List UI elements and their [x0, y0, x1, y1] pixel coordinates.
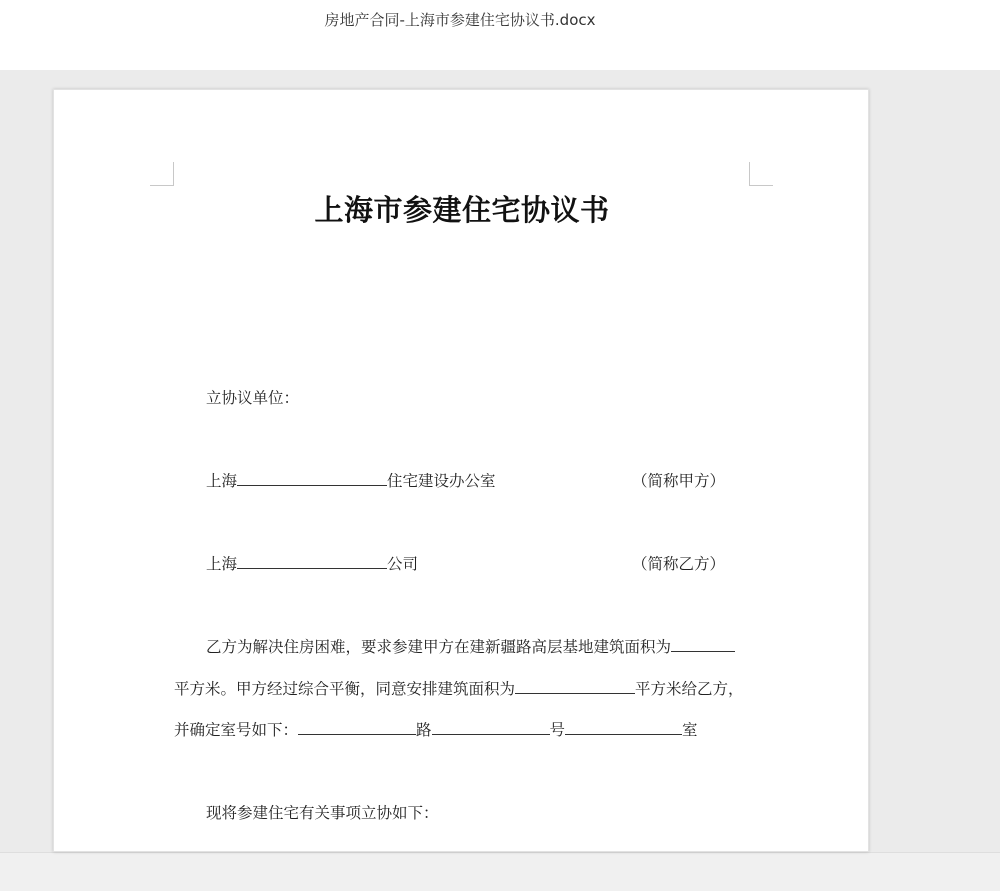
- para1-line3-text-c: 号: [549, 721, 566, 739]
- number-blank: [432, 720, 550, 735]
- party-b-prefix: 上海: [206, 555, 238, 573]
- party-b-line: [206, 554, 418, 574]
- crop-mark-top-left: [150, 162, 174, 186]
- para1-line2-text-b: 平方米给乙方，: [635, 680, 744, 698]
- area-blank-1: [671, 637, 735, 652]
- document-heading: 上海市参建住宅协议书: [314, 193, 610, 227]
- para1-line2-text-a: 平方米。甲方经过综合平衡，同意安排建筑面积为: [174, 680, 516, 698]
- party-a-line: [206, 471, 496, 491]
- party-b-blank: [237, 554, 387, 569]
- crop-mark-top-right: [749, 162, 773, 186]
- para2: 现将参建住宅有关事项立协如下：: [206, 804, 439, 822]
- bottom-bar: [0, 852, 1000, 891]
- para1-line1-text: 乙方为解决住房困难，要求参建甲方在建新疆路高层基地建筑面积为: [206, 638, 672, 656]
- area-blank-2: [515, 679, 635, 694]
- title-bar: [0, 0, 1000, 70]
- para1-line3-text-a: 并确定室号如下：: [174, 721, 299, 739]
- para1-line3-text-d: 室: [682, 721, 698, 739]
- parties-label: 立协议单位：: [206, 389, 300, 407]
- party-a-blank: [237, 471, 387, 486]
- party-a-abbr: （简称甲方）: [632, 472, 726, 490]
- party-a-prefix: 上海: [206, 472, 238, 490]
- para1-line2: [174, 679, 744, 699]
- document-page[interactable]: [53, 89, 869, 852]
- room-blank: [565, 720, 682, 735]
- road-blank: [298, 720, 416, 735]
- party-b-suffix: 公司: [387, 555, 419, 573]
- party-b-abbr: （简称乙方）: [632, 555, 726, 573]
- para1-line3: [174, 720, 698, 740]
- para1-line1: [206, 637, 735, 657]
- para1-line3-text-b: 路: [416, 721, 432, 739]
- document-filename: 房地产合同-上海市参建住宅协议书.docx: [324, 11, 596, 29]
- party-a-suffix: 住宅建设办公室: [387, 472, 496, 490]
